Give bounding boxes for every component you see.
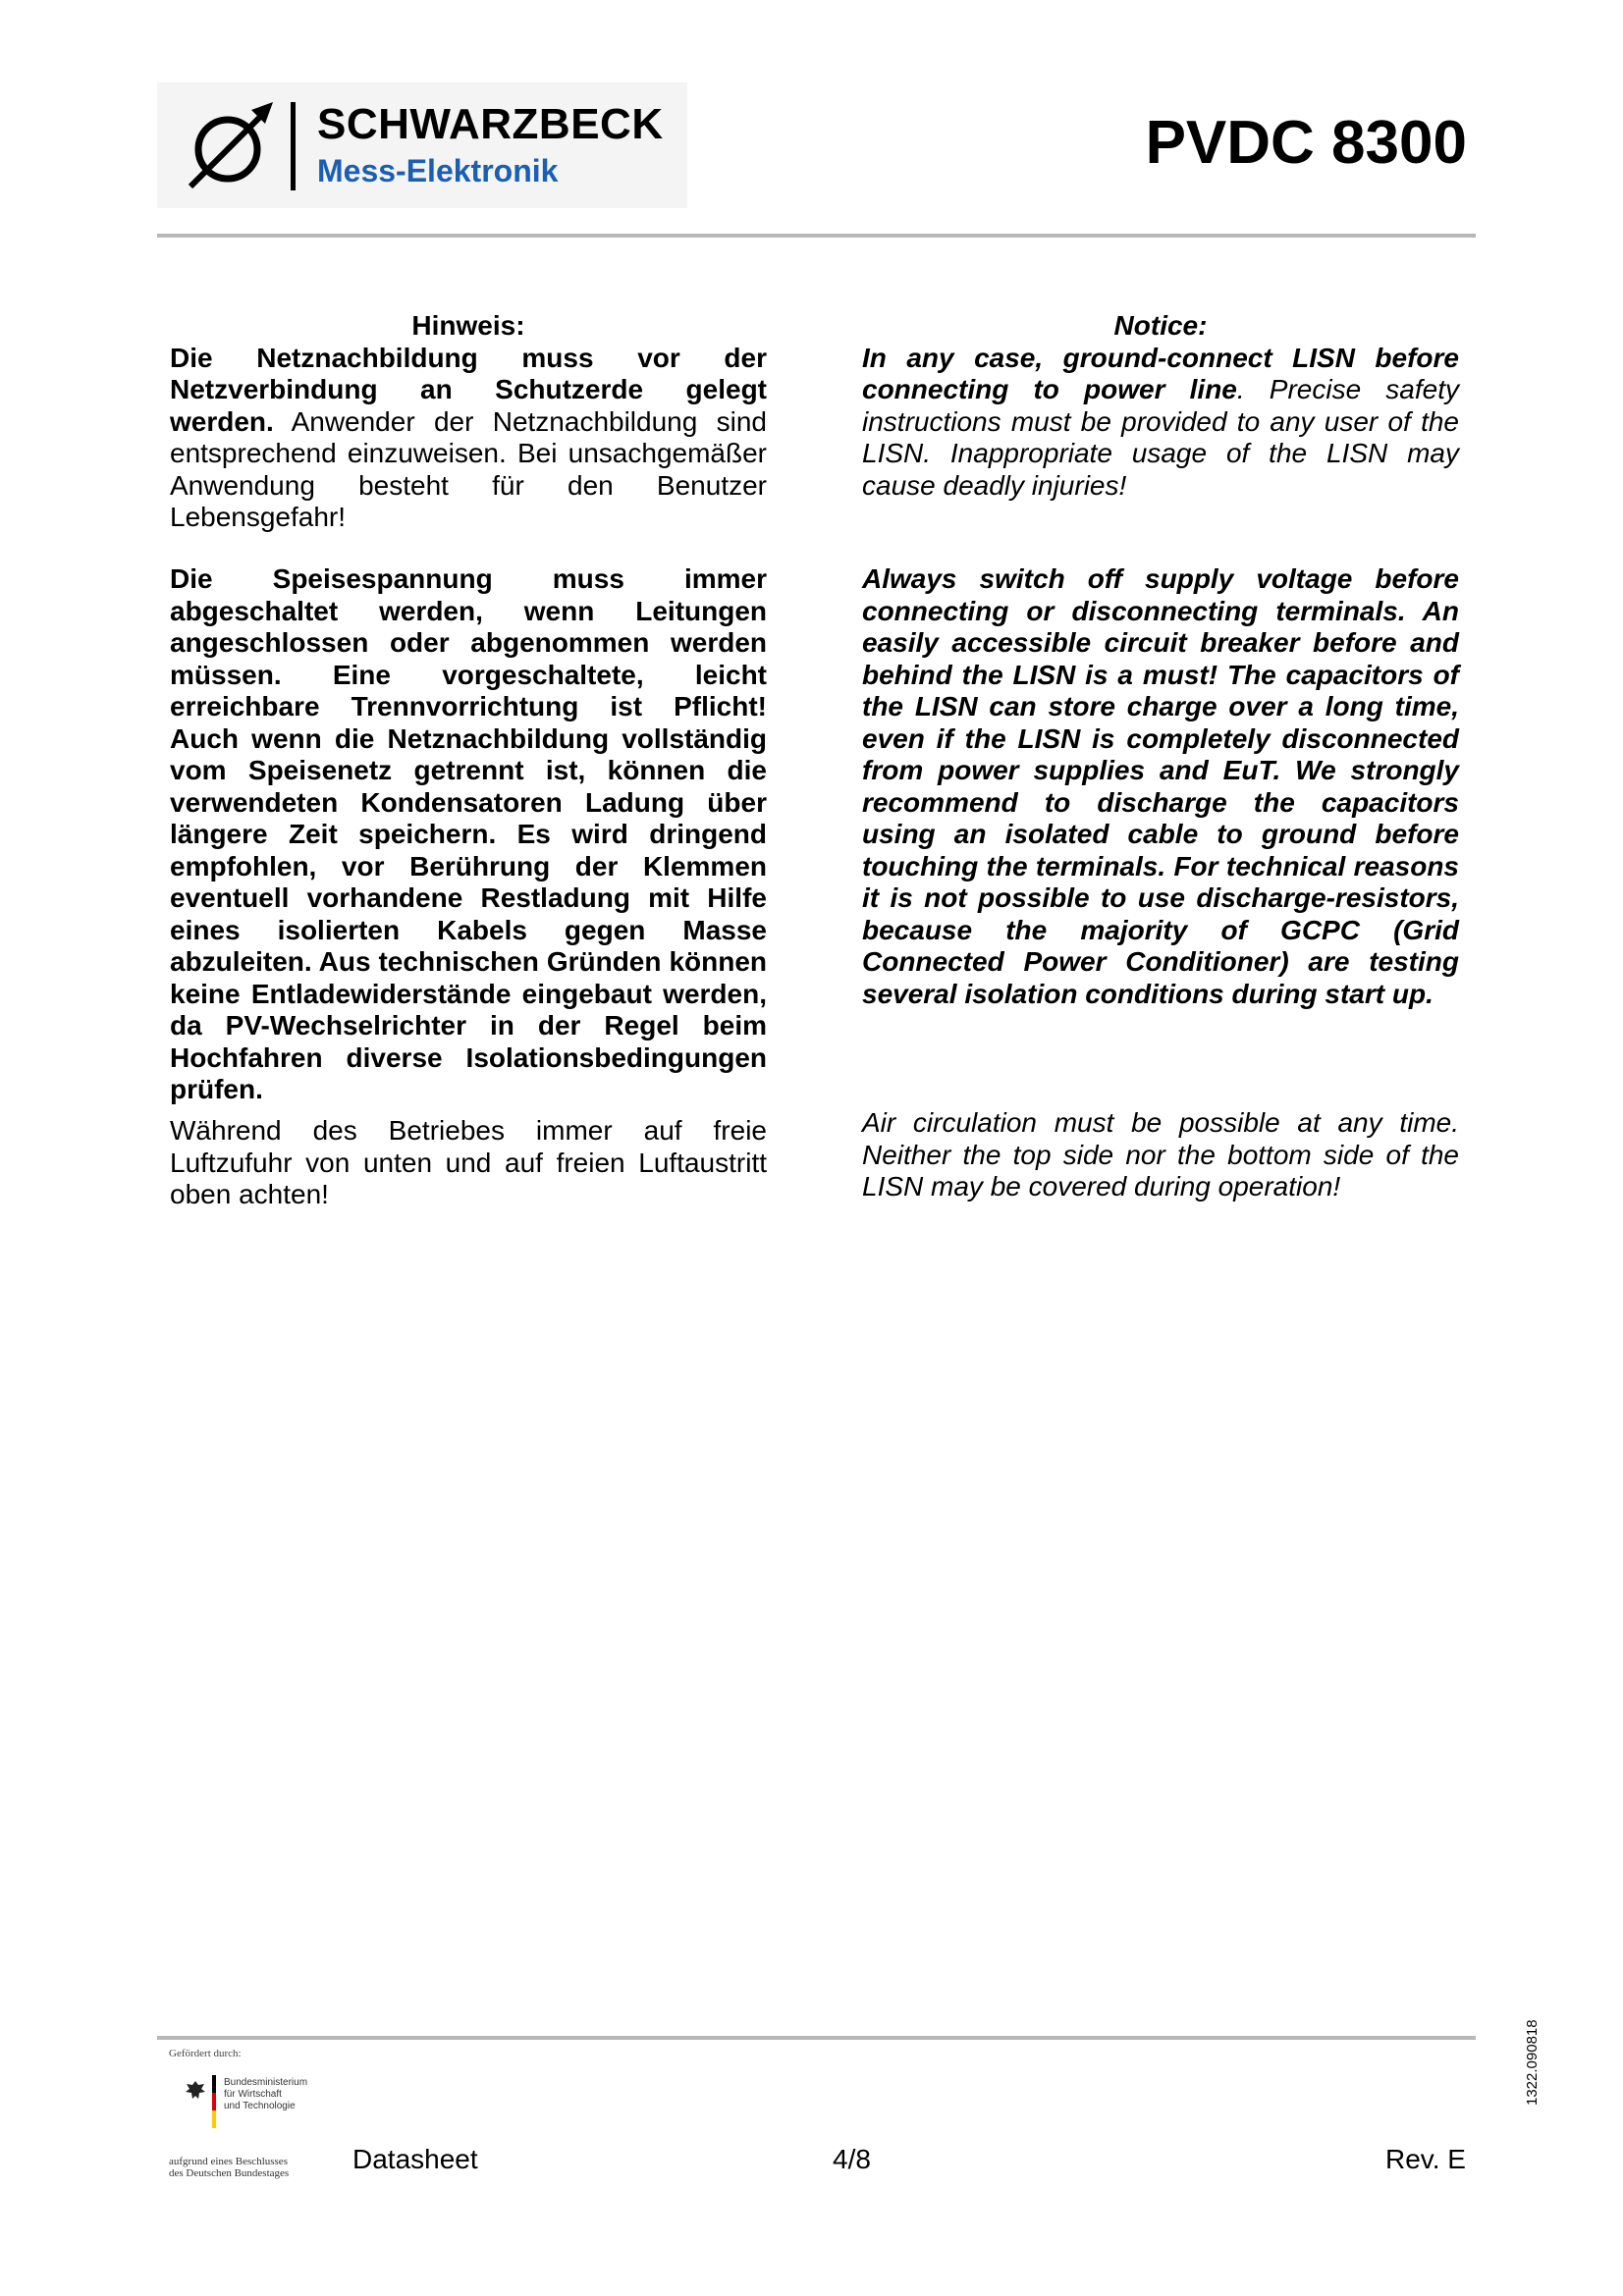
english-column (862, 310, 1459, 502)
footer-page-number: 4/8 (833, 2144, 871, 2174)
german-flag-bar (212, 2075, 216, 2128)
ministry-name: Bundesministerium für Wirtschaft und Technologie (224, 2077, 308, 2111)
german-supply-block (170, 563, 767, 1106)
document-code: 1322.090818 (1524, 2019, 1541, 2106)
logo-divider (291, 102, 296, 190)
english-notice-rest: . Precise safety instructions must be provided to any user of the LISN. Inappropriate usage of the LISN may cause deadly injuries! (862, 374, 1459, 501)
german-air-paragraph: Während des Betriebes immer auf freie Luftzufuhr von unten und auf freien Luftaustritt oben achten! (170, 1115, 767, 1209)
english-air-block (862, 1107, 1459, 1203)
german-air-block (170, 1115, 767, 1211)
model-title: PVDC 8300 (1145, 109, 1467, 177)
english-supply-block (862, 563, 1459, 1010)
german-notice-bold: Die Netznachbildung muss vor der Netzverbindung an Schutzerde gelegt werden. (170, 342, 767, 437)
funded-by-label: Gefördert durch: (169, 2048, 242, 2059)
footer-rule (157, 2036, 1476, 2040)
brand-subtitle: Mess-Elektronik (317, 153, 559, 188)
english-supply-paragraph: Always switch off supply voltage before connecting or disconnecting terminals. An easily accessible circuit breaker before and behind the LISN is a must! The capacitors of the LISN can store charge over a long time, even if the LISN is completely disconnected from power supplies and EuT. We strongly recommend to discharge the capacitors using an isolated cable to ground before touching the terminals. For technical reasons it is not possible to use discharge-resistors, because the majority of GCPC (Grid Connected Power Conditioner) are testing several isolation conditions during start up. (862, 563, 1459, 1009)
german-notice-rest: Anwender der Netznachbildung sind entsprechend einzuweisen. Bei unsachgemäßer Anwendung besteht für den Benutzer Lebensgefahr! (170, 405, 767, 532)
german-supply-paragraph: Die Speisespannung muss immer abgeschaltet werden, wenn Leitungen angeschlossen oder abgenommen werden müssen. Eine vorgeschaltete, leicht erreichbare Trennvorrichtung ist Pflicht! Auch wenn die Netznachbildung vollständig vom Speisenetz getrennt ist, können die verwendeten Kondensatoren Ladung über längere Zeit speichern. Es wird dringend empfohlen, vor Berührung der Klemmen eventuell vorhandene Restladung mit Hilfe eines isolierten Kabels gegen Masse abzuleiten. Aus technischen Gründen können keine Entladewiderstände eingebaut werden, da PV-Wechselrichter in der Regel beim Hochfahren diverse Isolationsbedingungen prüfen. (170, 563, 767, 1104)
funding-logo (169, 2048, 316, 2181)
header-rule (157, 234, 1476, 238)
footer-doc-type: Datasheet (352, 2144, 478, 2174)
english-air-paragraph: Air circulation must be possible at any time. Neither the top side nor the bottom side of the LISN may be covered during operation! (862, 1107, 1459, 1201)
footer-revision: Rev. E (1385, 2144, 1466, 2174)
english-notice-bold: In any case, ground-connect LISN before connecting to power line (862, 342, 1459, 404)
federal-eagle-icon (185, 2079, 206, 2103)
funding-note: aufgrund eines Beschlusses des Deutschen Bundestages (169, 2156, 290, 2179)
schwarzbeck-logo-icon (183, 96, 281, 194)
company-logo (157, 82, 687, 208)
german-notice-text (170, 343, 767, 534)
german-notice-heading: Hinweis: (411, 310, 525, 341)
english-notice-text (862, 343, 1459, 503)
english-notice-heading: Notice: (1113, 310, 1208, 341)
german-column (170, 310, 767, 534)
brand-name: SCHWARZBECK (317, 100, 664, 148)
